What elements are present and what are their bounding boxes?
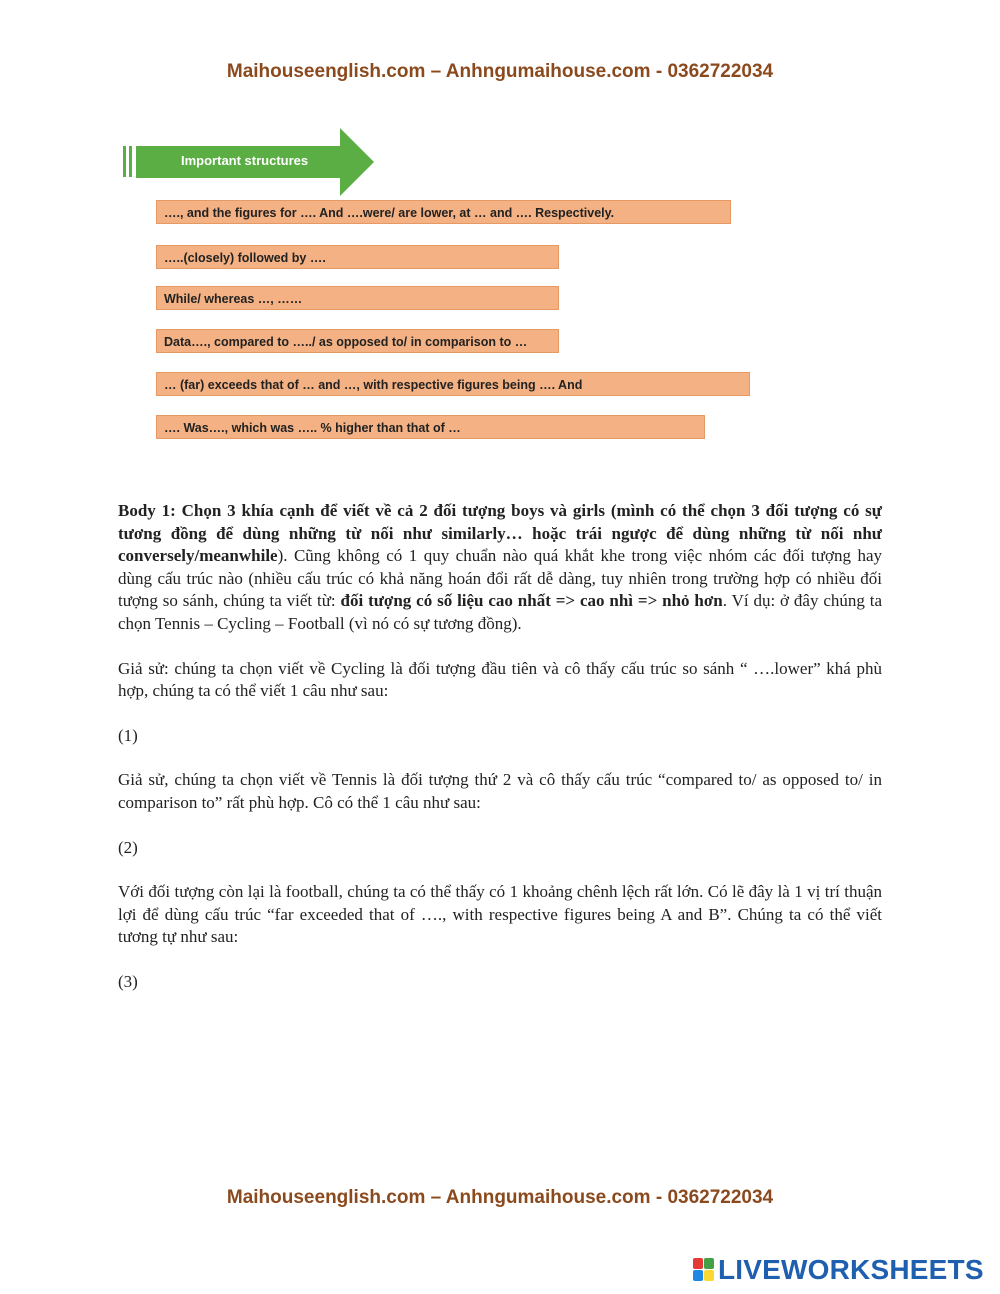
body-content	[118, 500, 882, 1016]
answer-number-3: (3)	[118, 971, 138, 991]
logo-text: LIVEWORKSHEETS	[718, 1254, 984, 1285]
body1-bold-intro: Body 1: Chọn 3 khía cạnh để viết về cả 2 đối tượng boys và girls (mình có thể chọn 3 đối tượng có sự tương đồng để dùng những từ nối như similarly… hoặc trái ngược để dùng những từ nối như conversely/meanwhile	[118, 501, 882, 566]
liveworksheets-logo-icon	[693, 1258, 715, 1282]
structure-item: Data…., compared to …../ as opposed to/ in comparison to …	[156, 329, 559, 353]
paragraph-tennis: Giả sử, chúng ta chọn viết về Tennis là đối tượng thứ 2 và cô thấy cấu trúc “compared to/ as opposed to/ in comparison to” rất phù hợp. Cô có thể 1 câu như sau:	[118, 770, 882, 812]
structures-title: Important structures	[181, 153, 309, 168]
structure-item: …., and the figures for …. And ….were/ are lower, at … and …. Respectively.	[156, 200, 731, 224]
structure-item: …..(closely) followed by ….	[156, 245, 559, 269]
answer-number-2: (2)	[118, 837, 138, 857]
liveworksheets-logo[interactable]	[693, 1255, 984, 1285]
body1-bold-order: đối tượng có số liệu cao nhất => cao nhì => nhỏ hơn	[340, 591, 723, 611]
page-header: Maihouseenglish.com – Anhngumaihouse.com - 0362722034	[226, 61, 774, 82]
page-footer: Maihouseenglish.com – Anhngumaihouse.com - 0362722034	[226, 1187, 774, 1208]
structure-item: … (far) exceeds that of … and …, with respective figures being …. And	[156, 372, 750, 396]
structure-item: While/ whereas …, ……	[156, 286, 559, 310]
paragraph-football: Với đối tượng còn lại là football, chúng ta có thể thấy có 1 khoảng chênh lệch rất lớn. Có lẽ đây là 1 vị trí thuận lợi để dùng cấu trúc “far exceeded that of …., with respective figures being A and B”. Chúng ta có thể viết tương tự như sau:	[118, 882, 882, 947]
structure-item: …. Was…., which was ….. % higher than that of …	[156, 415, 705, 439]
paragraph-body1	[118, 500, 882, 636]
paragraph-cycling: Giả sử: chúng ta chọn viết về Cycling là đối tượng đầu tiên và cô thấy cấu trúc so sánh “ ….lower” khá phù hợp, chúng ta có thể viết 1 câu như sau:	[118, 658, 882, 701]
important-structures-arrow	[123, 128, 375, 196]
answer-number-1: (1)	[118, 725, 138, 745]
body1-text-example: . Ví dụ: ở đây chúng ta chọn Tennis – Cycling – Football (vì nó có sự tương đồng).	[118, 591, 883, 633]
body1-text: ). Cũng không có 1 quy chuẩn nào quá khắt khe trong việc nhóm các đối tượng hay dùng cấu trúc nào (nhiều cấu trúc có khả năng hoán đổi rất dễ dàng, tuy nhiên trong trường hợp có nhiều đối tượng so sánh, chúng ta viết từ:	[118, 546, 882, 611]
